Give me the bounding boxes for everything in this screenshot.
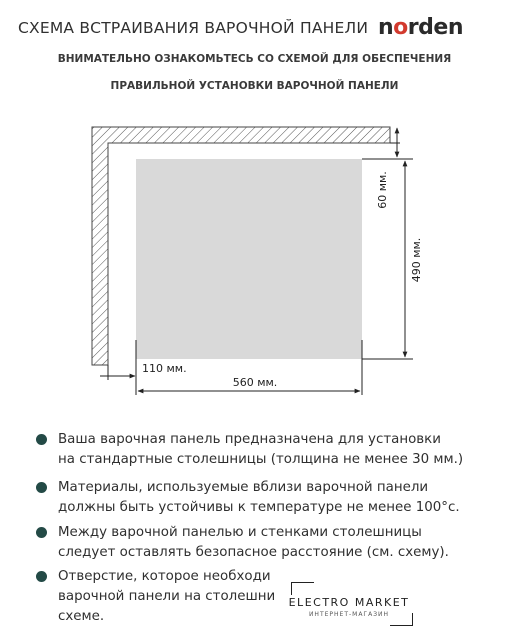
dim-label-height: 490 мм. — [410, 237, 423, 283]
list-item-line: Материалы, используемые вблизи варочной панели — [58, 480, 429, 495]
hob-panel — [136, 159, 362, 359]
dim-label-left: 110 мм. — [142, 362, 187, 375]
list-item-line: варочной панели на столешни — [58, 589, 276, 604]
list-item-line: следует оставлять безопасное расстояние (см. схему). — [58, 545, 449, 560]
dim-label-top: 60 мм. — [376, 171, 389, 209]
brand-letter-o: o — [393, 15, 408, 40]
subtitle-line-1: ВНИМАТЕЛЬНО ОЗНАКОМЬТЕСЬ СО СХЕМОЙ ДЛЯ ОБЕСПЕЧЕНИЯ — [57, 53, 452, 65]
stamp-name: ELECTRO MARKET — [288, 596, 410, 609]
brand-letters-rest: rden — [407, 15, 463, 40]
list-item-line: Между варочной панелью и стенками столешницы — [58, 525, 422, 540]
bullet-dot-icon — [36, 434, 47, 445]
brand-logo — [378, 15, 463, 40]
brand-letter-n: n — [378, 15, 394, 40]
list-item-line: должны быть устойчивы к температуре не менее 100°с. — [58, 500, 460, 515]
header — [0, 0, 509, 100]
bullet-dot-icon — [36, 527, 47, 538]
list-item-line: Ваша варочная панель предназначена для установки — [58, 432, 441, 447]
list-item-line: на стандартные столешницы (толщина не менее 30 мм.) — [58, 452, 464, 467]
bullet-dot-icon — [36, 482, 47, 493]
page-title: СХЕМА ВСТРАИВАНИЯ ВАРОЧНОЙ ПАНЕЛИ — [18, 19, 369, 37]
subtitle-line-2: ПРАВИЛЬНОЙ УСТАНОВКИ ВАРОЧНОЙ ПАНЕЛИ — [110, 80, 399, 92]
list-item-line: схеме. — [58, 609, 105, 624]
stamp-corner — [390, 613, 413, 626]
bullet-dot-icon — [36, 571, 47, 582]
installation-diagram — [0, 110, 509, 410]
electro-market-watermark — [279, 578, 419, 630]
stamp-corner — [291, 582, 314, 595]
stamp-tagline: ИНТЕРНЕТ-МАГАЗИН — [308, 611, 390, 618]
list-item-line: Отверстие, которое необходи — [58, 569, 271, 584]
dim-label-width: 560 мм. — [232, 376, 278, 389]
